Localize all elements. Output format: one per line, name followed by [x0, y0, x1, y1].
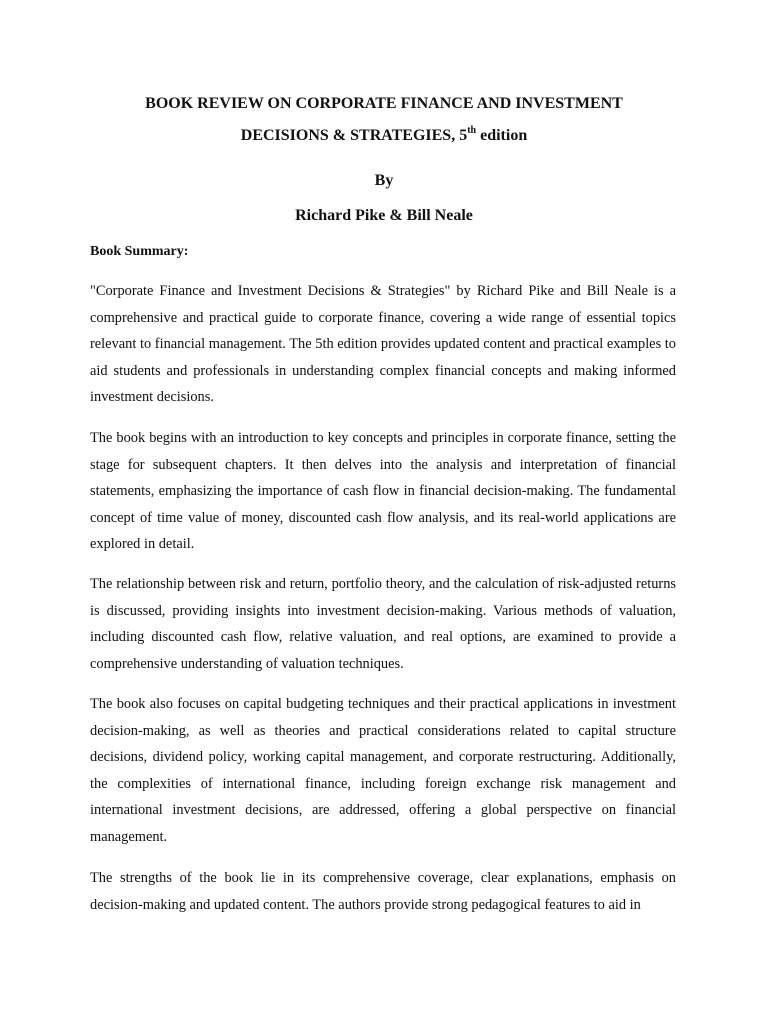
paragraph-4: The book also focuses on capital budgeting techniques and their practical applications in investment decision-making, as well as theories and practical considerations related to capital structure decisions, dividend policy, working capital management, and corporate restructuring. Additionally, the complexities of international finance, including foreign exchange risk management and international investment decisions, are addressed, offering a global perspective on financial management.: [90, 696, 676, 845]
title-line-2-main: DECISIONS & STRATEGIES, 5: [240, 127, 468, 144]
title-line-2: [60, 126, 708, 146]
section-heading-book-summary: Book Summary:: [90, 244, 189, 259]
authors: Richard Pike & Bill Neale: [295, 207, 473, 224]
by-label: By: [374, 172, 394, 189]
title-line-2-end: edition: [476, 127, 528, 144]
title-line-1: BOOK REVIEW ON CORPORATE FINANCE AND INVESTMENT: [145, 95, 623, 112]
paragraph-2: The book begins with an introduction to key concepts and principles in corporate finance, setting the stage for subsequent chapters. It then delves into the analysis and interpretation of financial statements, emphasizing the importance of cash flow in financial decision-making. The fundamental concept of time value of money, discounted cash flow analysis, and its real-world applications are explored in detail.: [90, 430, 676, 553]
paragraph-5: The strengths of the book lie in its comprehensive coverage, clear explanations, emphasis on decision-making and updated content. The authors provide strong pedagogical features to aid in: [90, 870, 676, 913]
paragraph-3: The relationship between risk and return, portfolio theory, and the calculation of risk-adjusted returns is discussed, providing insights into investment decision-making. Various methods of valuation, including discounted cash flow, relative valuation, and real options, are examined to provide a comprehensive understanding of valuation techniques.: [90, 576, 676, 672]
paragraph-1: "Corporate Finance and Investment Decisions & Strategies" by Richard Pike and Bill Neale is a comprehensive and practical guide to corporate finance, covering a wide range of essential topics relevant to financial management. The 5th edition provides updated content and practical examples to aid students and professionals in understanding complex financial concepts and making informed investment decisions.: [90, 283, 676, 406]
edition-superscript: th: [467, 124, 477, 136]
